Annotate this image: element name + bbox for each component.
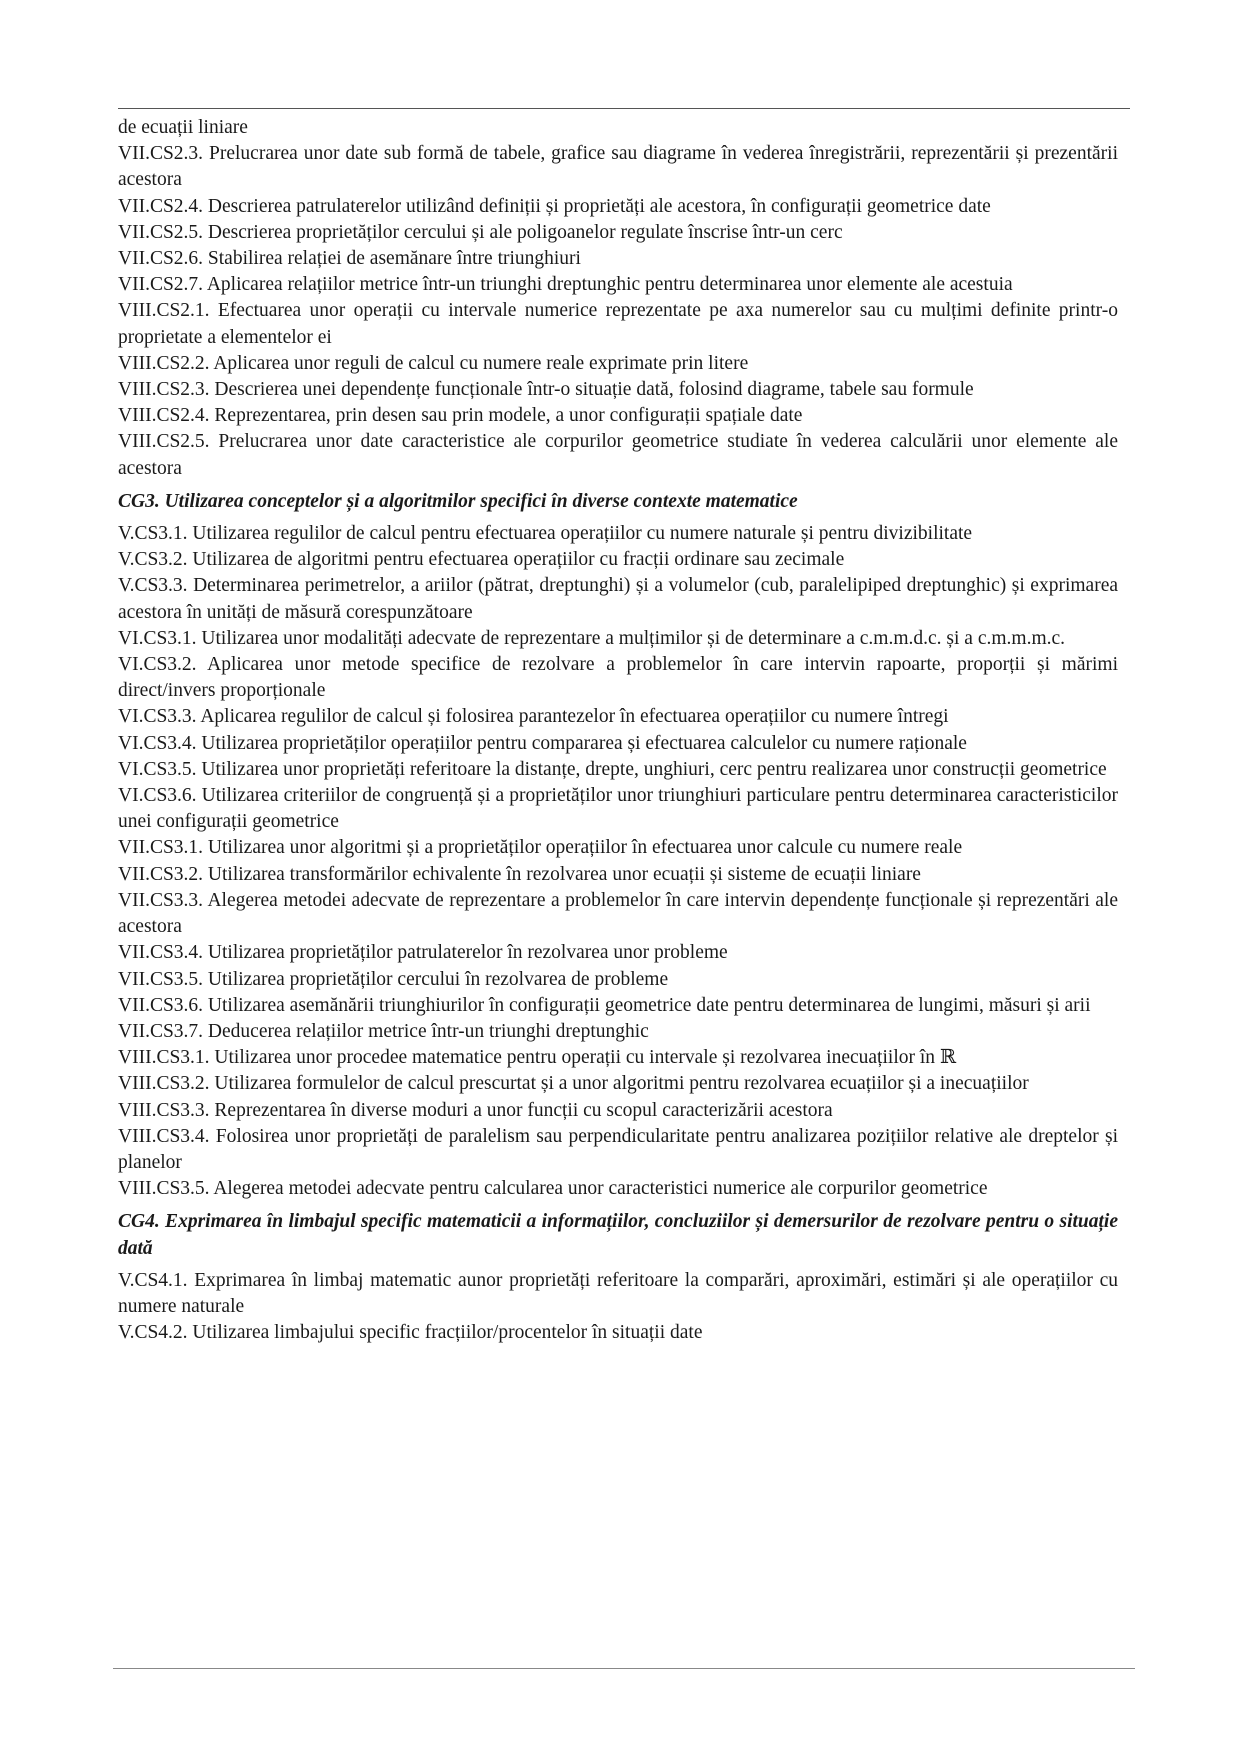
competency-item: VI.CS3.4. Utilizarea proprietăților operațiilor pentru compararea și efectuarea calculelor cu numere raționale [118, 732, 967, 754]
competency-item: V.CS3.3. Determinarea perimetrelor, a ariilor (pătrat, dreptunghi) și a volumelor (cub, paralelipiped dreptunghic) și exprimarea acestora în unități de măsură corespunzătoare [118, 575, 1118, 623]
competency-item: VII.CS3.6. Utilizarea asemănării triunghiurilor în configurații geometrice date pentru determinarea de lungimi, măsuri și arii [118, 994, 1091, 1016]
competency-item: VII.CS2.4. Descrierea patrulaterelor utilizând definiții și proprietăți ale acestora, în configurații geometrice date [118, 195, 991, 217]
competency-item: VII.CS3.7. Deducerea relațiilor metrice într-un triunghi dreptunghic [118, 1020, 649, 1042]
section-heading: CG3. Utilizarea conceptelor și a algoritmilor specifici în diverse contexte matematice [118, 490, 798, 512]
competency-item: V.CS4.1. Exprimarea în limbaj matematic aunor proprietăți referitoare la comparări, aproximări, estimări și ale operațiilor cu numere naturale [118, 1269, 1118, 1317]
competency-item: VIII.CS3.2. Utilizarea formulelor de calcul prescurtat și a unor algoritmi pentru rezolvarea ecuațiilor și a inecuațiilor [118, 1073, 1029, 1095]
competency-item: VII.CS3.3. Alegerea metodei adecvate de reprezentare a problemelor în care intervin dependențe funcționale și reprezentări ale acestora [118, 889, 1118, 938]
section-heading: CG4. Exprimarea în limbajul specific matematicii a informațiilor, concluziilor și demersurilor de rezolvare pentru o situație dată [118, 1211, 1118, 1259]
competency-item: VI.CS3.3. Aplicarea regulilor de calcul și folosirea parantezelor în efectuarea operațiilor cu numere întregi [118, 706, 949, 728]
competency-item: VIII.CS2.2. Aplicarea unor reguli de calcul cu numere reale exprimate prin litere [118, 352, 749, 374]
competency-item: V.CS3.2. Utilizarea de algoritmi pentru efectuarea operațiilor cu fracții ordinare sau zecimale [118, 549, 845, 571]
competency-item: VI.CS3.5. Utilizarea unor proprietăți referitoare la distanțe, drepte, unghiuri, cerc pentru realizarea unor construcții geometrice [118, 758, 1107, 780]
competency-item: VIII.CS2.1. Efectuarea unor operații cu intervale numerice reprezentate pe axa numerelor sau cu mulțimi definite printr-o proprietate a elementelor ei [118, 300, 1118, 348]
competency-item: de ecuații liniare [118, 117, 248, 138]
competency-item: VIII.CS3.4. Folosirea unor proprietăți de paralelism sau perpendicularitate pentru analizarea pozițiilor relative ale dreptelor și planelor [118, 1125, 1118, 1173]
competency-item: VI.CS3.6. Utilizarea criteriilor de congruență și a proprietăților unor triunghiuri particulare pentru determinarea caracteristicilor unei configurații geometrice [118, 785, 1118, 833]
competency-item: VIII.CS2.3. Descrierea unei dependențe funcționale într-o situație dată, folosind diagrame, tabele sau formule [118, 379, 974, 401]
competency-item: VII.CS3.5. Utilizarea proprietăților cercului în rezolvarea de probleme [118, 968, 669, 990]
competency-item: VII.CS2.7. Aplicarea relațiilor metrice într-un triunghi dreptunghic pentru determinarea unor elemente ale acestuia [118, 274, 1013, 296]
competency-item: VII.CS3.2. Utilizarea transformărilor echivalente în rezolvarea unor ecuații și sisteme de ecuații liniare [118, 863, 921, 885]
header-rule [118, 108, 1130, 109]
competency-item: V.CS3.1. Utilizarea regulilor de calcul pentru efectuarea operațiilor cu numere naturale și pentru divizibilitate [118, 523, 973, 545]
competency-item: VI.CS3.2. Aplicarea unor metode specifice de rezolvare a problemelor în care intervin rapoarte, proporții și mărimi direct/invers proporționale [118, 654, 1118, 702]
competency-item: VIII.CS2.5. Prelucrarea unor date caracteristice ale corpurilor geometrice studiate în vederea calculării unor elemente ale acestora [118, 431, 1118, 479]
competency-item: VII.CS2.6. Stabilirea relației de asemănare între triunghiuri [118, 248, 581, 270]
competency-item: VIII.CS2.4. Reprezentarea, prin desen sau prin modele, a unor configurații spațiale date [118, 405, 803, 427]
competency-item: VIII.CS3.3. Reprezentarea în diverse moduri a unor funcții cu scopul caracterizării acestora [118, 1099, 833, 1121]
competency-item: VI.CS3.1. Utilizarea unor modalități adecvate de reprezentare a mulțimilor și de determinare a c.m.m.d.c. și a c.m.m.m.c. [118, 627, 1066, 649]
competency-item: VIII.CS3.1. Utilizarea unor procedee matematice pentru operații cu intervale și rezolvarea inecuațiilor în ℝ [118, 1047, 957, 1069]
competency-item: VII.CS2.5. Descrierea proprietăților cercului și ale poligoanelor regulate înscrise într-un cerc [118, 221, 843, 243]
competency-item: VII.CS2.3. Prelucrarea unor date sub formă de tabele, grafice sau diagrame în vederea înregistrării, reprezentării și prezentării acestora [118, 143, 1118, 191]
competency-item: VIII.CS3.5. Alegerea metodei adecvate pentru calcularea unor caracteristici numerice ale corpurilor geometrice [118, 1178, 988, 1200]
document-body [118, 115, 1118, 1346]
competency-item: VII.CS3.1. Utilizarea unor algoritmi și a proprietăților operațiilor în efectuarea unor calcule cu numere reale [118, 837, 963, 859]
footer-rule [113, 1668, 1135, 1669]
competency-item: V.CS4.2. Utilizarea limbajului specific fracțiilor/procentelor în situații date [118, 1322, 703, 1344]
competency-item: VII.CS3.4. Utilizarea proprietăților patrulaterelor în rezolvarea unor probleme [118, 942, 728, 964]
